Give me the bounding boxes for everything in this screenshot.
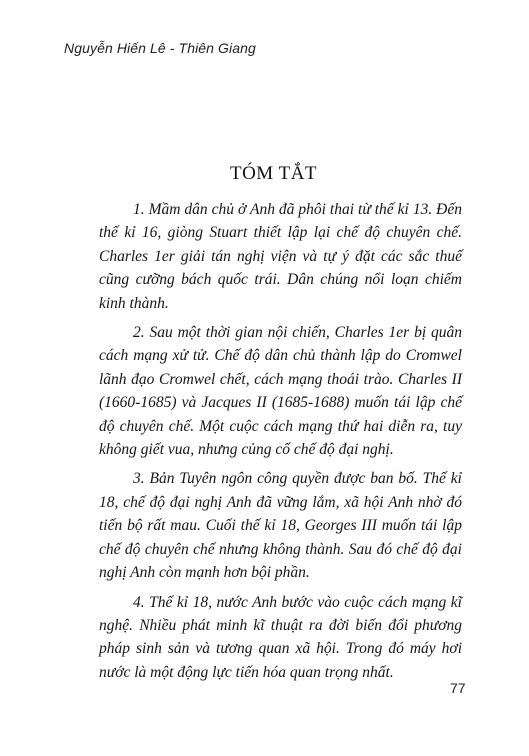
running-header: Nguyễn Hiến Lê - Thiên Giang [64, 40, 256, 56]
summary-paragraph-2: 2. Sau một thời gian nội chiến, Charles 1er bị quân cách mạng xử tử. Chế độ dân chủ thành lập do Cromwel lãnh đạo Cromwel chết, cách mạng thoái trào. Charles II (1660-1685) và Jacques II (1685-1688) muốn tái lập chế độ chuyên chế. Một cuộc cách mạng thứ hai diễn ra, tuy không giết vua, nhưng củng cố chế độ đại nghị. [99, 324, 462, 459]
page-number: 77 [450, 680, 466, 696]
summary-paragraph-1: 1. Mầm dân chủ ở Anh đã phôi thai từ thế kỉ 13. Đến thế kỉ 16, giòng Stuart thiết lập lại chế độ chuyên chế. Charles 1er giải tán nghị viện và tự ý đặt các sắc thuế cũng cưỡng bách quốc trái. Dân chúng nổi loạn chiếm kinh thành. [99, 201, 462, 312]
section-title: TÓM TẮT [229, 163, 318, 184]
summary-paragraph-4: 4. Thế kỉ 18, nước Anh bước vào cuộc cách mạng kĩ nghệ. Nhiều phát minh kĩ thuật ra đời biến đổi phương pháp sinh sản và tương quan xã hội. Trong đó máy hơi nước là một động lực tiến hóa quan trọng nhất. [99, 593, 462, 681]
summary-body [99, 198, 462, 690]
summary-paragraph-3: 3. Bản Tuyên ngôn công quyền được ban bố. Thế kỉ 18, chế độ đại nghị Anh đã vững lắm, xã hội Anh nhờ đó tiến bộ rất mau. Cuối thế kỉ 18, Georges III muốn tái lập chế độ chuyên chế nhưng không thành. Sau đó chế độ đại nghị Anh còn mạnh hơn bội phần. [99, 470, 462, 582]
